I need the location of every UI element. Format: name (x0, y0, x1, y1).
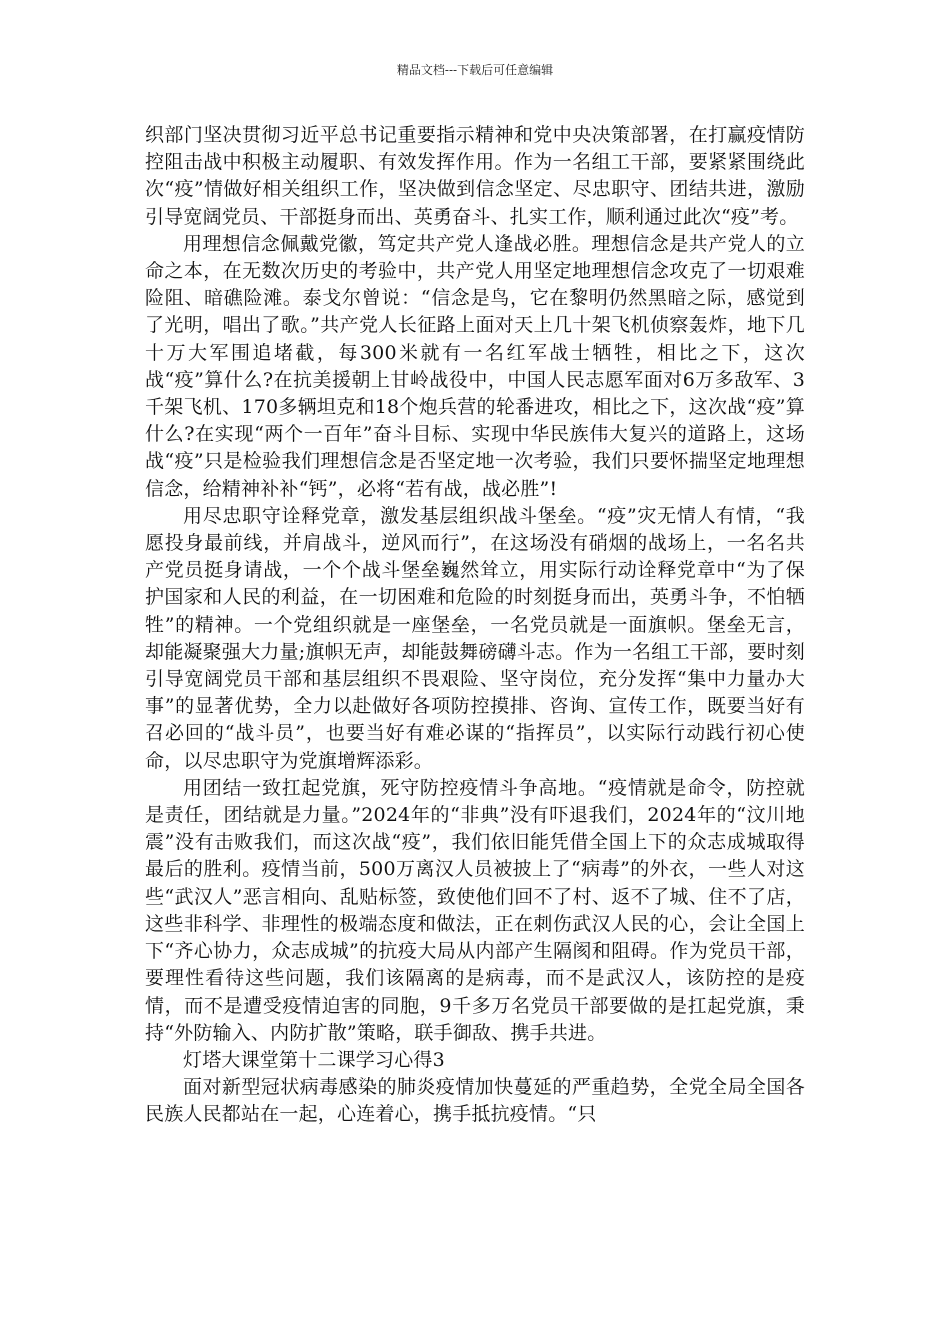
paragraph-continuation: 织部门坚决贯彻习近平总书记重要指示精神和党中央决策部署，在打赢疫情防控阻击战中积极主动履职、有效发挥作用。作为一名组工干部，要紧紧围绕此次“疫”情做好相关组织工作，坚决做到信念坚定、尽忠职守、团结共进，激励引导宽阔党员、干部挺身而出、英勇奋斗、扎实工作，顺利通过此次“疫”考。 (145, 124, 805, 228)
document-body (145, 122, 805, 1129)
page-header: 精品文档---下载后可任意编辑 (396, 63, 554, 77)
paragraph-duty: 用尽忠职守诠释党章，激发基层组织战斗堡垒。“疫”灾无情人有情，“我愿投身最前线，并肩战斗，逆风而行”，在这场没有硝烟的战场上，一名名共产党员挺身请战，一个个战斗堡垒巍然耸立，用实际行动诠释党章中“为了保护国家和人民的利益，在一切困难和危险的时刻挺身而出，英勇斗争，不怕牺牲”的精神。一个党组织就是一座堡垒，一名党员就是一面旗帜。堡垒无言，却能凝聚强大力量;旗帜无声，却能鼓舞磅礴斗志。作为一名组工干部，要时刻引导宽阔党员干部和基层组织不畏艰险、坚守岗位，充分发挥“集中力量办大事”的显著优势，全力以赴做好各项防控摸排、咨询、宣传工作，既要当好有召必回的“战斗员”，也要当好有难必谋的“指挥员”，以实际行动践行初心使命，以尽忠职守为党旗增辉添彩。 (145, 504, 805, 772)
paragraph-epidemic: 面对新型冠状病毒感染的肺炎疫情加快蔓延的严重趋势，全党全局全国各民族人民都站在一起，心连着心，携手抵抗疫情。“只 (145, 1076, 805, 1126)
paragraph-unity: 用团结一致扛起党旗，死守防控疫情斗争高地。“疫情就是命令，防控就是责任，团结就是力量。”2024年的“非典”没有吓退我们，2024年的“汶川地震”没有击败我们，而这次战“疫”，我们依旧能凭借全国上下的众志成城取得最后的胜利。疫情当前，500万离汉人员被披上了“病毒”的外衣，一些人对这些“武汉人”恶言相向、乱贴标签，致使他们回不了村、返不了城、住不了店，这些非科学、非理性的极端态度和做法，正在刺伤武汉人民的心，会让全国上下“齐心协力，众志成城”的抗疫大局从内部产生隔阂和阻碍。作为党员干部，要理性看待这些问题，我们该隔离的是病毒，而不是武汉人，该防控的是疫情，而不是遭受疫情迫害的同胞，9千多万名党员干部要做的是扛起党旗，秉持“外防输入、内防扩散”策略，联手御敌、携手共进。 (145, 776, 805, 1044)
paragraph-ideals: 用理想信念佩戴党徽，笃定共产党人逢战必胜。理想信念是共产党人的立命之本，在无数次历史的考验中，共产党人用坚定地理想信念攻克了一切艰难险阻、暗礁险滩。泰戈尔曾说：“信念是鸟，它在黎明仍然黑暗之际，感觉到了光明，唱出了歌。”共产党人长征路上面对天上几十架飞机侦察轰炸，地下几十万大军围追堵截，每300米就有一名红军战士牺牲，相比之下，这次战“疫”算什么?在抗美援朝上甘岭战役中，中国人民志愿军面对6万多敌军、3千架飞机、170多辆坦克和18个炮兵营的轮番进攻，相比之下，这次战“疫”算什么?在实现“两个一百年”奋斗目标、实现中华民族伟大复兴的道路上，这场战“疫”只是检验我们理想信念是否坚定地一次考验，我们只要怀揣坚定地理想信念，给精神补补“钙”，必将“若有战，战必胜”! (145, 232, 805, 500)
section-heading: 灯塔大课堂第十二课学习心得3 (183, 1048, 445, 1071)
